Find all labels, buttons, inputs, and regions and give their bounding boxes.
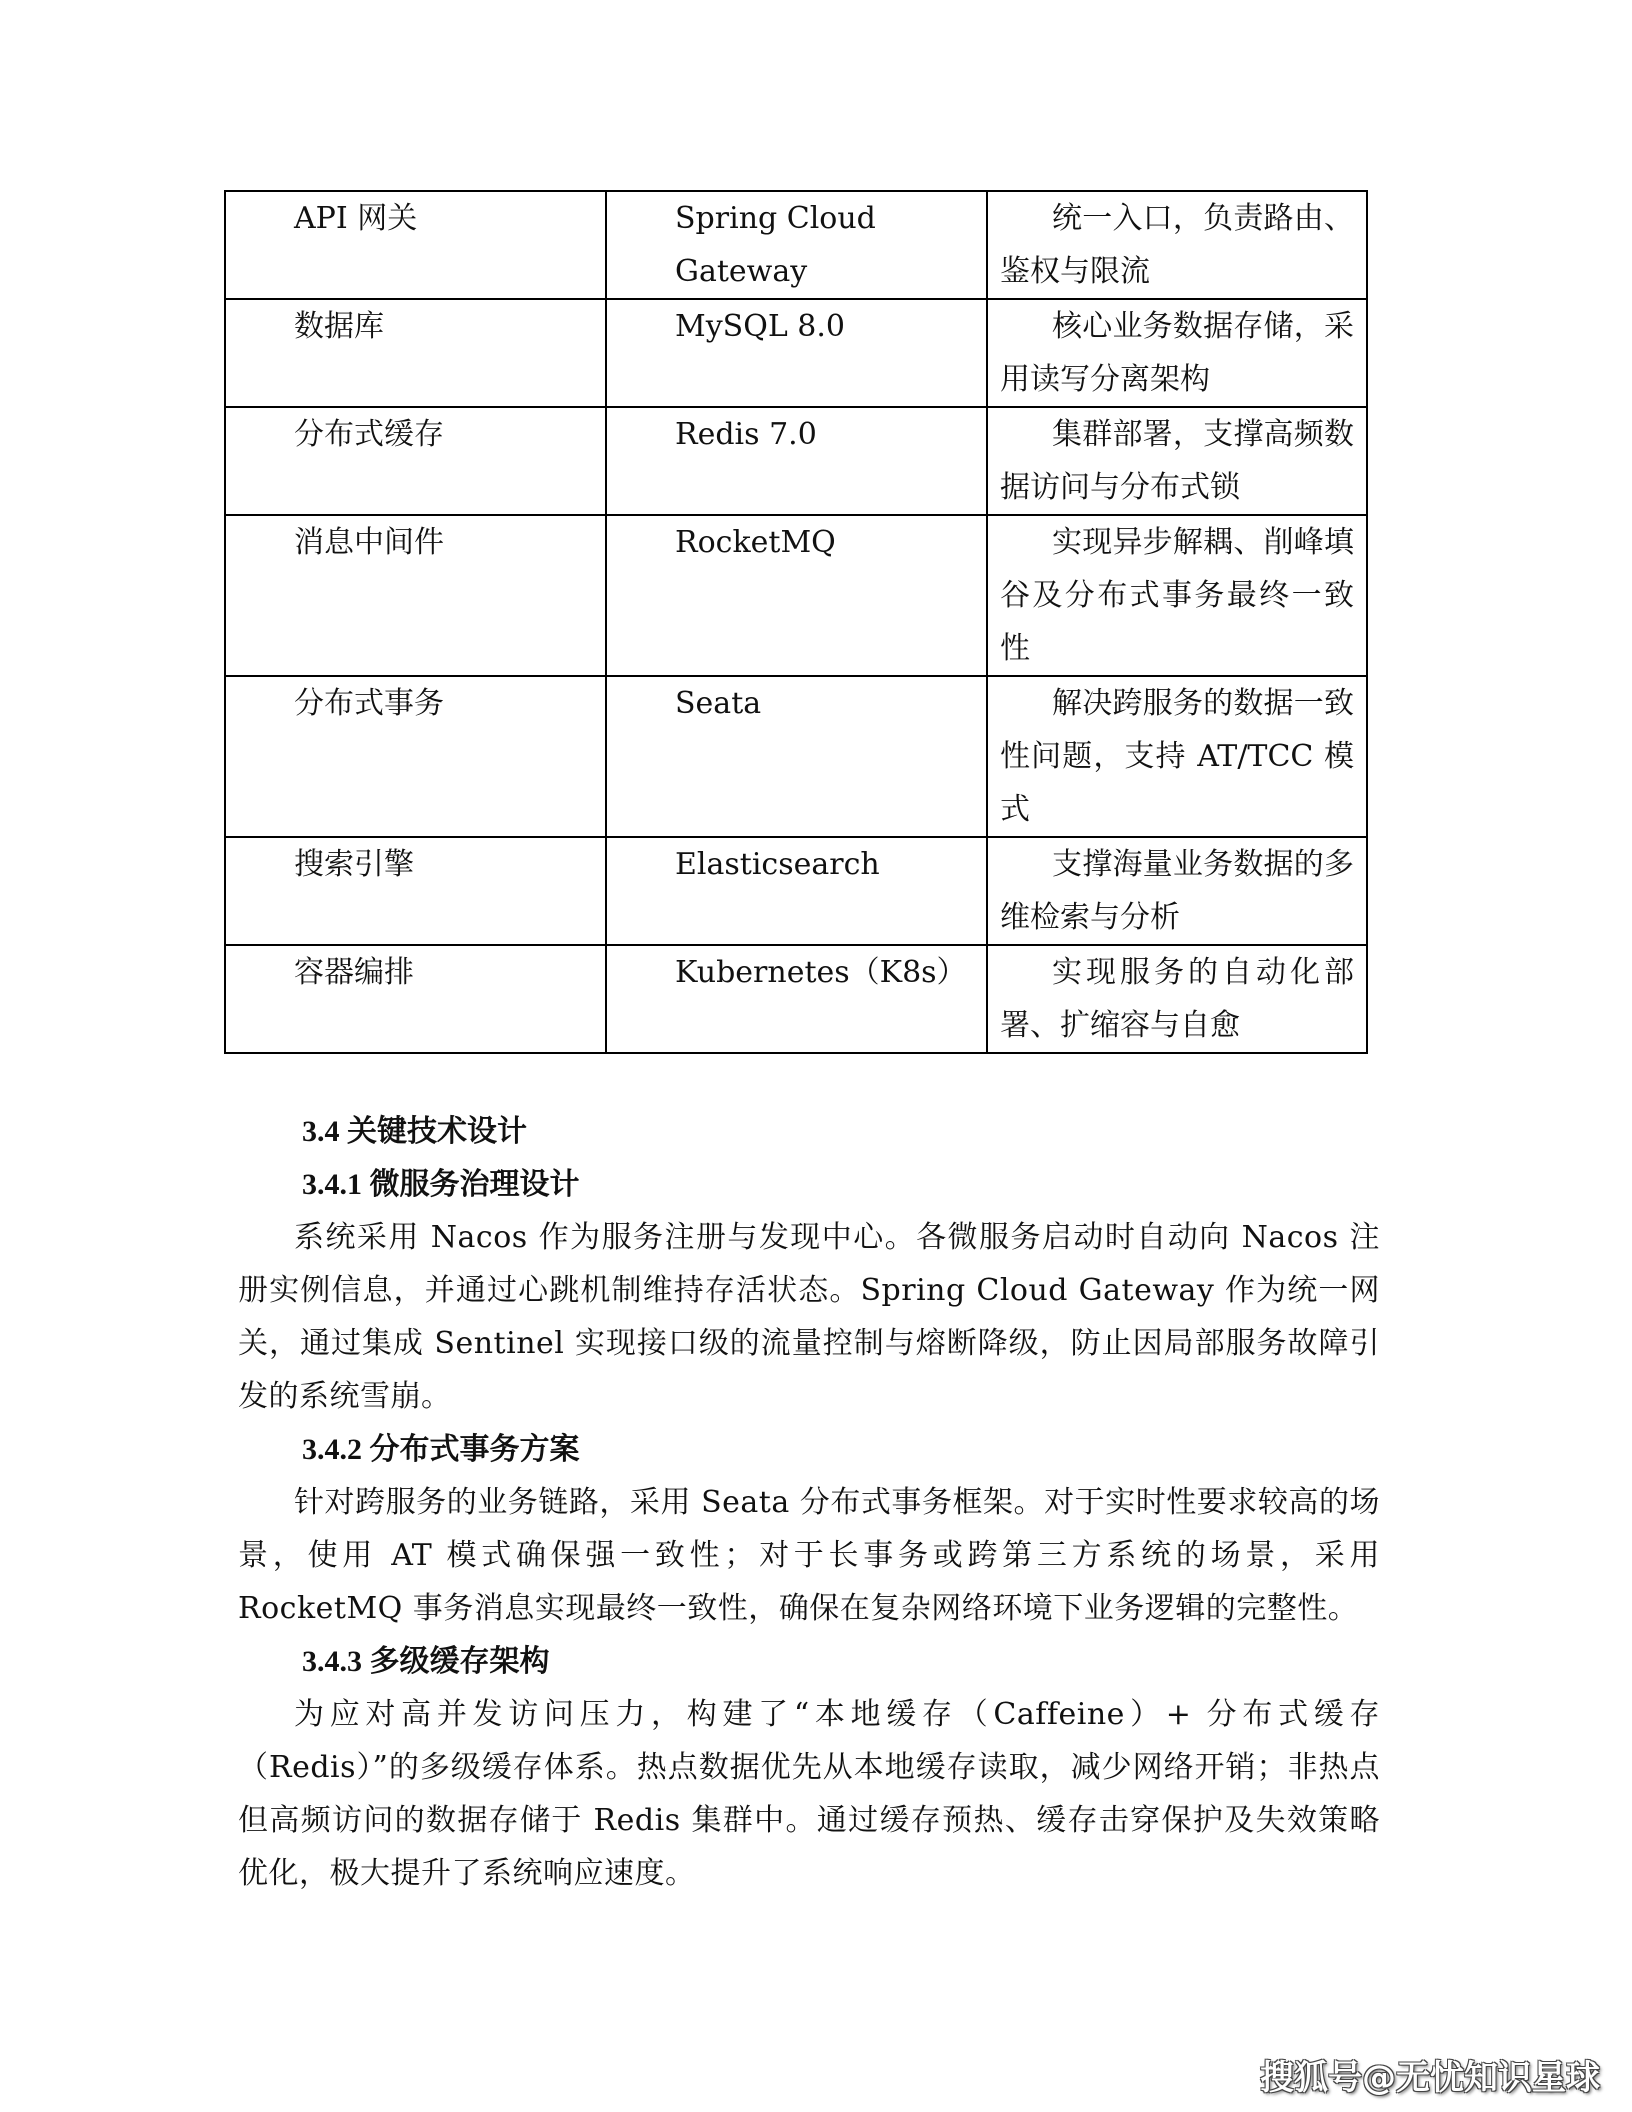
component-name: 分布式缓存 (225, 407, 606, 515)
component-name: 容器编排 (225, 945, 606, 1053)
description-text: 支撑海量业务数据的多维检索与分析 (1000, 847, 1354, 935)
technology: Redis 7.0 (606, 407, 987, 515)
section-heading-3-4-1: 3.4.1 微服务治理设计 (302, 1168, 580, 1201)
description (987, 676, 1367, 837)
table-row (225, 515, 1367, 676)
description (987, 407, 1367, 515)
component-name: 消息中间件 (225, 515, 606, 676)
section-heading-3-4-3: 3.4.3 多级缓存架构 (302, 1645, 550, 1678)
description-text: 统一入口，负责路由、鉴权与限流 (1000, 201, 1354, 289)
description (987, 515, 1367, 676)
description-text: 实现服务的自动化部署、扩缩容与自愈 (1000, 955, 1354, 1043)
section-heading-3-4-2: 3.4.2 分布式事务方案 (302, 1433, 580, 1466)
component-name: 分布式事务 (225, 676, 606, 837)
description-text: 集群部署，支撑高频数据访问与分布式锁 (1000, 417, 1354, 505)
paragraph-multilevel-cache: 为应对高并发访问压力，构建了“本地缓存（Caffeine）+ 分布式缓存（Redis）”的多级缓存体系。热点数据优先从本地缓存读取，减少网络开销；非热点但高频访问的数据存储于 Redis 集群中。通过缓存预热、缓存击穿保护及失效策略优化，极大提升了系统响应速度。 (238, 1697, 1380, 1891)
table-row (225, 945, 1367, 1053)
technology: Elasticsearch (606, 837, 987, 945)
component-name: 数据库 (225, 299, 606, 407)
table-row (225, 191, 1367, 299)
table-row (225, 299, 1367, 407)
table-row (225, 407, 1367, 515)
description-text: 解决跨服务的数据一致性问题，支持 AT/TCC 模式 (1000, 686, 1354, 827)
section-heading-3-4: 3.4 关键技术设计 (302, 1115, 527, 1148)
description (987, 837, 1367, 945)
component-name: 搜索引擎 (225, 837, 606, 945)
description-text: 核心业务数据存储，采用读写分离架构 (1000, 309, 1354, 397)
paragraph-microservice-governance: 系统采用 Nacos 作为服务注册与发现中心。各微服务启动时自动向 Nacos 注册实例信息，并通过心跳机制维持存活状态。Spring Cloud Gateway 作为统一网关，通过集成 Sentinel 实现接口级的流量控制与熔断降级，防止因局部服务故障引发的系统雪崩。 (238, 1220, 1380, 1414)
technology: RocketMQ (606, 515, 987, 676)
document-body (238, 1105, 1380, 1900)
source-watermark: 搜狐号@无忧知识星球 (1260, 2058, 1600, 2098)
table-row (225, 837, 1367, 945)
paragraph-distributed-transaction: 针对跨服务的业务链路，采用 Seata 分布式事务框架。对于实时性要求较高的场景，使用 AT 模式确保强一致性；对于长事务或跨第三方系统的场景，采用 RocketMQ 事务消息实现最终一致性，确保在复杂网络环境下业务逻辑的完整性。 (238, 1485, 1380, 1626)
table-row (225, 676, 1367, 837)
description (987, 299, 1367, 407)
description (987, 191, 1367, 299)
technology: Kubernetes（K8s） (606, 945, 987, 1053)
tech-stack-table (224, 190, 1368, 1054)
technology: Seata (606, 676, 987, 837)
technology: MySQL 8.0 (606, 299, 987, 407)
description (987, 945, 1367, 1053)
description-text: 实现异步解耦、削峰填谷及分布式事务最终一致性 (1000, 525, 1354, 666)
technology: Spring Cloud Gateway (606, 191, 987, 299)
component-name: API 网关 (225, 191, 606, 299)
